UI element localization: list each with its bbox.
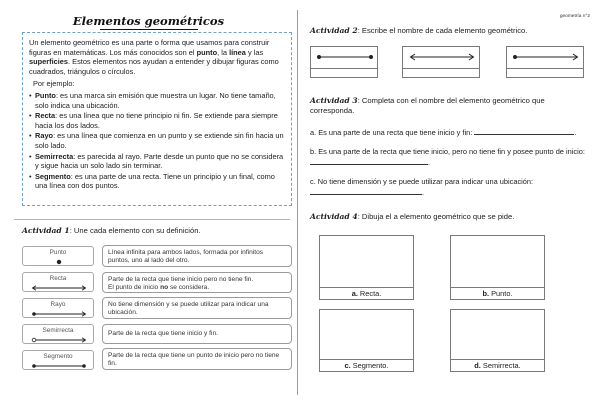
- title-underline: [100, 29, 198, 30]
- question-c: c. No tiene dimensión y se puede utilizar para indicar una ubicación: .: [310, 177, 534, 197]
- draw-box-recta[interactable]: [319, 235, 414, 300]
- draw-box-segmento[interactable]: [319, 309, 414, 372]
- intro-paragraph: Un elemento geométrico es una parte o forma que usamos para construir figuras en matemáticas. Los más conocidos son el punto, la línea y las superficies. Estos elementos nos ayudan a entender y dibujar figuras como cuadrados, triángulos o círculos.: [29, 38, 279, 76]
- draw-box-caption: b. Punto.: [451, 287, 544, 299]
- line-icon: [31, 285, 87, 291]
- list-item-rayo: • Rayo: es una línea que comienza en un punto y se extiende sin fin hacia un solo lado.: [29, 131, 286, 150]
- activity-3-instruction: Actividad 3: Completa con el nombre del elemento geométrico que corresponda.: [310, 96, 545, 115]
- answer-line: [403, 68, 479, 69]
- definition-box-3[interactable]: No tiene dimensión y se puede utilizar para indicar una ubicación.: [102, 297, 292, 319]
- definition-box-5[interactable]: Parte de la recta que tiene un punto de inicio pero no tiene fin.: [102, 348, 292, 370]
- element-box-rayo[interactable]: Rayo: [22, 298, 94, 318]
- activity-1-instruction: Actividad 1: Une cada elemento con su definición.: [22, 226, 201, 235]
- answer-blank-a[interactable]: [474, 127, 574, 135]
- definition-box-1[interactable]: Línea infinita para ambos lados, formada por infinitos puntos, uno al lado del otro.: [102, 245, 292, 267]
- element-box-segmento[interactable]: Segmento: [22, 350, 94, 370]
- question-a: a. Es una parte de una recta que tiene inicio y fin: .: [310, 128, 577, 137]
- half-line-icon: [507, 47, 585, 68]
- definitions-list: [29, 91, 286, 191]
- half-line-icon: [31, 337, 87, 343]
- draw-box-punto[interactable]: [450, 235, 545, 300]
- segment-icon: [31, 363, 87, 369]
- activity-2-instruction: Actividad 2: Escribe el nombre de cada elemento geométrico.: [310, 26, 528, 35]
- draw-box-caption: c. Segmento.: [320, 359, 413, 371]
- definition-box-4[interactable]: Parte de la recta que tiene inicio y fin.: [102, 324, 292, 344]
- answer-box-recta[interactable]: [310, 46, 378, 78]
- draw-box-caption: d. Semirrecta.: [451, 359, 544, 371]
- element-box-recta[interactable]: Recta: [22, 272, 94, 292]
- page-title: Elementos geométricos: [72, 14, 225, 28]
- element-box-punto[interactable]: Punto: [22, 246, 94, 266]
- answer-box-semirrecta[interactable]: [506, 46, 584, 78]
- answer-line: [311, 68, 377, 69]
- list-item-punto: • Punto: es una marca sin emisión que muestra un lugar. No tiene tamaño, solo indica una ubicación.: [29, 91, 286, 110]
- element-box-semirrecta[interactable]: Semirrecta: [22, 324, 94, 344]
- intro-box: [22, 32, 292, 206]
- question-b: b. Es una parte de la recta que tiene inicio, pero no tiene fin y posee punto de inicio: .: [310, 147, 585, 167]
- definition-box-2[interactable]: Parte de la recta que tiene inicio pero no tiene fin. El punto de inicio no se considera.: [102, 272, 292, 293]
- ejemplo-label: Por ejemplo:: [33, 79, 75, 89]
- list-item-semirrecta: • Semirrecta: es parecida al rayo. Parte desde un punto que no se considera y sigue hacia un solo lado sin terminar.: [29, 152, 286, 171]
- list-item-segmento: • Segmento: es una parte de una recta. Tiene un principio y un final, como una línea con dos puntos.: [29, 172, 286, 191]
- definition-note: El punto de inicio no se considera.: [108, 284, 210, 292]
- worksheet-badge: geometría n°2: [559, 14, 590, 19]
- point-icon: [31, 259, 87, 265]
- draw-box-semirrecta[interactable]: [450, 309, 545, 372]
- line-icon: [311, 47, 379, 68]
- activity-4-instruction: Actividad 4: Dibuja el a elemento geométrico que se pide.: [310, 212, 515, 221]
- answer-box-rayo[interactable]: [402, 46, 480, 78]
- list-item-recta: • Recta: es una línea que no tiene principio ni fin. Se extiende para siempre hacia los dos lados.: [29, 111, 286, 130]
- answer-line: [507, 68, 583, 69]
- section-divider: [14, 219, 290, 220]
- answer-blank-c[interactable]: [310, 187, 422, 195]
- column-divider: [297, 10, 298, 395]
- ray-icon: [403, 47, 481, 68]
- draw-box-caption: a. Recta.: [320, 287, 413, 299]
- ray-icon: [31, 311, 87, 317]
- answer-blank-b[interactable]: [310, 157, 428, 165]
